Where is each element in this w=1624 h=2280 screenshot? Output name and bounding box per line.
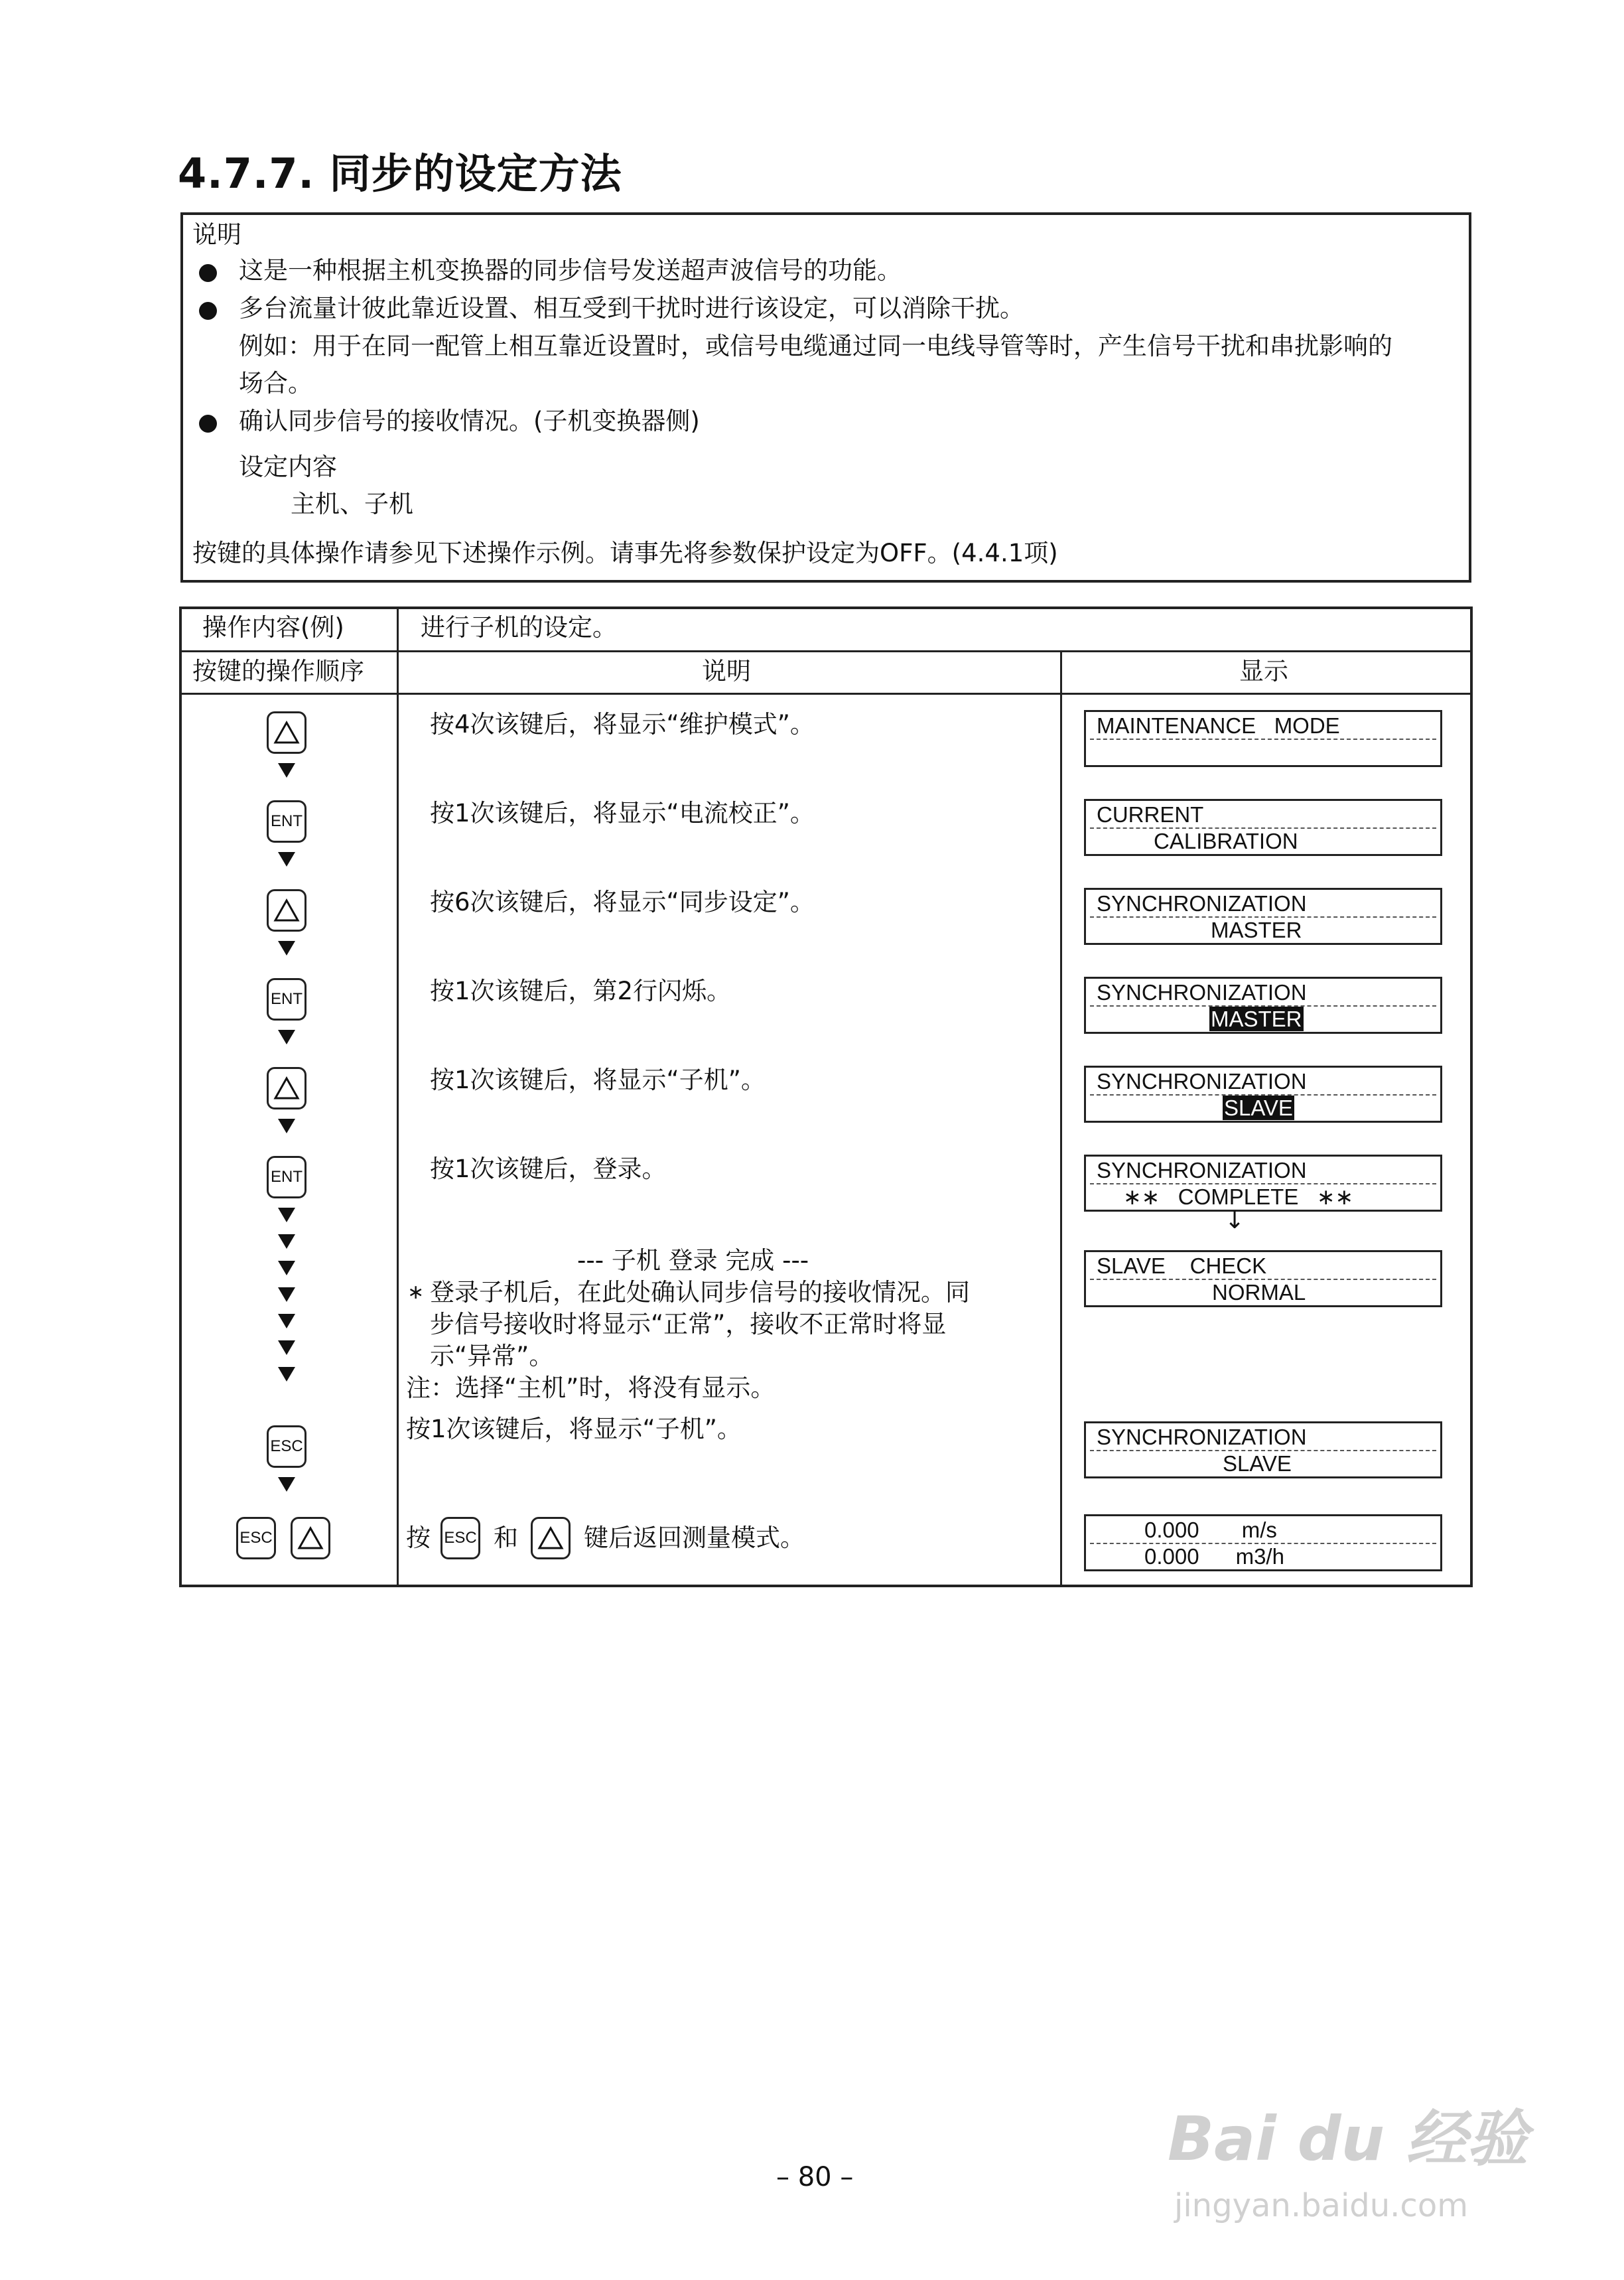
triangle-up-icon bbox=[273, 721, 300, 745]
page-number: – 80 – bbox=[776, 2162, 854, 2192]
esc-step-text: 按1次该键后，将显示“子机”。 bbox=[406, 1415, 742, 1443]
arrow-down-icon bbox=[278, 852, 295, 867]
note-asterisk: ∗ bbox=[407, 1281, 425, 1304]
up-key-inline bbox=[531, 1517, 571, 1559]
bullet-icon bbox=[199, 302, 217, 320]
lcd-line-2: ∗∗ COMPLETE ∗∗ bbox=[1123, 1184, 1354, 1209]
watermark-url: jingyan.baidu.com bbox=[1174, 2187, 1468, 2224]
step-4-text: 按1次该键后，第2行闪烁。 bbox=[430, 977, 732, 1005]
settings-label: 设定内容 bbox=[239, 453, 337, 481]
triangle-up-icon bbox=[297, 1526, 324, 1550]
arrow-down-icon bbox=[278, 1208, 295, 1222]
bullet-icon bbox=[199, 264, 217, 282]
lcd-display-3 bbox=[1084, 888, 1442, 945]
step-1-text: 按4次该键后，将显示“维护模式”。 bbox=[430, 710, 815, 739]
note-line-1: 登录子机后，在此处确认同步信号的接收情况。同 bbox=[430, 1278, 970, 1307]
bullet-text-2: 多台流量计彼此靠近设置、相互受到干扰时进行该设定，可以消除干扰。 bbox=[239, 294, 1024, 322]
example-line-1: 例如：用于在同一配管上相互靠近设置时，或信号电缆通过同一电线导管等时，产生信号干扰和串扰影响的 bbox=[239, 332, 1392, 360]
arrow-down-icon bbox=[278, 1477, 295, 1492]
bullet-text-1: 这是一种根据主机变换器的同步信号发送超声波信号的功能。 bbox=[239, 256, 902, 285]
up-key[interactable] bbox=[267, 1067, 306, 1109]
arrow-down-icon bbox=[278, 1367, 295, 1382]
lcd-line-1: SYNCHRONIZATION bbox=[1097, 1425, 1307, 1449]
up-key[interactable] bbox=[291, 1517, 330, 1559]
table-divider bbox=[182, 650, 1470, 652]
settings-value: 主机、子机 bbox=[291, 490, 413, 518]
final-text-suffix: 键后返回测量模式。 bbox=[584, 1524, 805, 1552]
lcd-line-1: MAINTENANCE MODE bbox=[1097, 713, 1340, 738]
lcd-display-measure bbox=[1084, 1514, 1442, 1571]
esc-key[interactable]: ESC bbox=[236, 1517, 276, 1559]
table-divider bbox=[397, 609, 399, 1585]
watermark-logo: Bai du 经验 bbox=[1168, 2103, 1528, 2174]
note-line-2: 步信号接收时将显示“正常”，接收不正常时将显 bbox=[430, 1310, 947, 1338]
arrow-down-icon bbox=[278, 941, 295, 956]
ent-key[interactable]: ENT bbox=[267, 1156, 306, 1198]
arrow-down-icon bbox=[278, 1261, 295, 1275]
example-line-2: 场合。 bbox=[239, 369, 312, 397]
ent-key[interactable]: ENT bbox=[267, 800, 306, 843]
step-5-text: 按1次该键后，将显示“子机”。 bbox=[430, 1066, 766, 1094]
lcd-line-2: 0.000 m3/h bbox=[1144, 1544, 1284, 1569]
lcd-line-2-highlighted: MASTER bbox=[1211, 1007, 1302, 1031]
lcd-line-2: CALIBRATION bbox=[1154, 829, 1298, 853]
lcd-display-esc bbox=[1084, 1421, 1442, 1478]
esc-key-inline: ESC bbox=[440, 1517, 480, 1559]
ent-key[interactable]: ENT bbox=[267, 978, 306, 1021]
up-key[interactable] bbox=[267, 889, 306, 932]
arrow-down-icon bbox=[278, 1314, 295, 1328]
triangle-up-icon bbox=[537, 1526, 564, 1550]
bullet-icon bbox=[199, 415, 217, 433]
lcd-line-1: CURRENT bbox=[1097, 802, 1204, 827]
lcd-line-2: SLAVE bbox=[1223, 1451, 1292, 1476]
lcd-line-2-highlighted: SLAVE bbox=[1224, 1096, 1293, 1120]
lcd-display-2 bbox=[1084, 799, 1442, 856]
arrow-down-icon bbox=[278, 763, 295, 778]
lcd-separator bbox=[1090, 739, 1436, 740]
lcd-line-1: SYNCHRONIZATION bbox=[1097, 1069, 1307, 1094]
lcd-line-1: 0.000 m/s bbox=[1144, 1518, 1277, 1542]
lcd-line-1: SYNCHRONIZATION bbox=[1097, 980, 1307, 1005]
note-master: 注：选择“主机”时，将没有显示。 bbox=[406, 1374, 776, 1402]
column-header-description: 说明 bbox=[702, 657, 751, 685]
lcd-display-4 bbox=[1084, 977, 1442, 1034]
arrow-down-icon bbox=[278, 1234, 295, 1249]
lcd-display-5 bbox=[1084, 1066, 1442, 1123]
column-header-display: 显示 bbox=[1239, 657, 1288, 685]
arrow-down-icon bbox=[278, 1287, 295, 1302]
lcd-display-check bbox=[1084, 1250, 1442, 1307]
table-divider bbox=[1060, 650, 1062, 1585]
triangle-up-icon bbox=[273, 898, 300, 922]
arrow-down-icon bbox=[278, 1030, 295, 1044]
arrow-down-icon bbox=[278, 1340, 295, 1355]
esc-key[interactable]: ESC bbox=[267, 1425, 306, 1468]
step-6-text: 按1次该键后，登录。 bbox=[430, 1155, 667, 1183]
lcd-line-1: SYNCHRONIZATION bbox=[1097, 1158, 1307, 1182]
op-value: 进行子机的设定。 bbox=[421, 613, 617, 642]
column-header-keys: 按键的操作顺序 bbox=[192, 657, 364, 685]
section-title: 4.7.7. 同步的设定方法 bbox=[178, 149, 622, 198]
arrow-down-icon bbox=[278, 1119, 295, 1133]
table-divider bbox=[182, 693, 1470, 695]
lcd-line-2: NORMAL bbox=[1212, 1280, 1306, 1305]
description-footer: 按键的具体操作请参见下述操作示例。请事先将参数保护设定为OFF。(4.4.1项) bbox=[192, 539, 1058, 567]
down-arrow-icon: ↓ bbox=[1225, 1207, 1245, 1234]
final-text-and: 和 bbox=[494, 1524, 518, 1552]
note-line-3: 示“异常”。 bbox=[430, 1342, 554, 1370]
lcd-line-1: SLAVE CHECK bbox=[1097, 1253, 1267, 1278]
bullet-text-3: 确认同步信号的接收情况。(子机变换器侧) bbox=[239, 407, 700, 435]
op-label: 操作内容(例) bbox=[202, 613, 344, 642]
lcd-display-1 bbox=[1084, 710, 1442, 767]
description-heading: 说明 bbox=[192, 220, 241, 249]
lcd-display-6 bbox=[1084, 1155, 1442, 1212]
step-3-text: 按6次该键后，将显示“同步设定”。 bbox=[430, 888, 815, 916]
lcd-line-2: MASTER bbox=[1211, 918, 1302, 942]
triangle-up-icon bbox=[273, 1076, 300, 1100]
lcd-line-1: SYNCHRONIZATION bbox=[1097, 891, 1307, 916]
complete-heading: --- 子机 登录 完成 --- bbox=[577, 1246, 809, 1275]
up-key[interactable] bbox=[267, 711, 306, 754]
final-text-prefix: 按 bbox=[406, 1524, 431, 1552]
step-2-text: 按1次该键后，将显示“电流校正”。 bbox=[430, 799, 815, 827]
